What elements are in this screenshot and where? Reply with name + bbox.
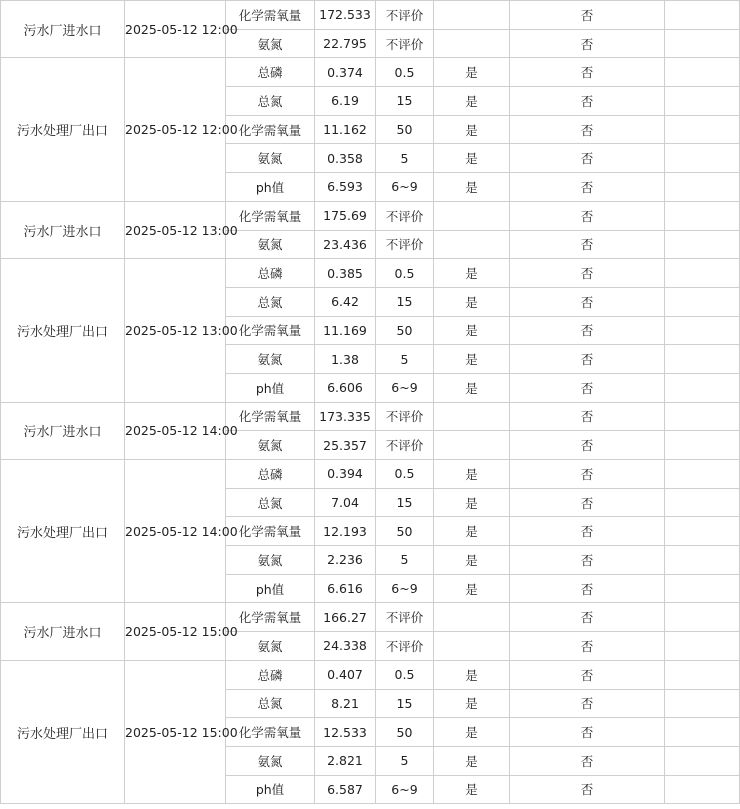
extra-cell (665, 689, 740, 718)
time-cell: 2025-05-12 14:00 (125, 402, 226, 459)
limit-cell: 50 (376, 718, 434, 747)
value-cell: 12.533 (315, 718, 376, 747)
extra-cell (665, 373, 740, 402)
site-cell: 污水厂进水口 (1, 402, 125, 459)
parameter-cell: 氨氮 (226, 431, 315, 460)
exceed-cell: 否 (510, 431, 665, 460)
exceed-cell: 否 (510, 1, 665, 30)
parameter-cell: 氨氮 (226, 230, 315, 259)
limit-cell: 5 (376, 546, 434, 575)
parameter-cell: 氨氮 (226, 746, 315, 775)
parameter-cell: ph值 (226, 574, 315, 603)
limit-cell: 不评价 (376, 632, 434, 661)
exceed-cell: 否 (510, 488, 665, 517)
limit-cell: 5 (376, 144, 434, 173)
parameter-cell: 化学需氧量 (226, 316, 315, 345)
compliant-cell: 是 (434, 259, 510, 288)
extra-cell (665, 173, 740, 202)
table-row (1, 201, 740, 230)
exceed-cell: 否 (510, 775, 665, 804)
limit-cell: 0.5 (376, 460, 434, 489)
limit-cell: 50 (376, 316, 434, 345)
extra-cell (665, 460, 740, 489)
parameter-cell: 化学需氧量 (226, 201, 315, 230)
time-cell: 2025-05-12 15:00 (125, 660, 226, 803)
value-cell: 175.69 (315, 201, 376, 230)
limit-cell: 5 (376, 345, 434, 374)
exceed-cell: 否 (510, 574, 665, 603)
limit-cell: 不评价 (376, 230, 434, 259)
parameter-cell: 总磷 (226, 460, 315, 489)
limit-cell: 5 (376, 746, 434, 775)
limit-cell: 6~9 (376, 373, 434, 402)
site-cell: 污水处理厂出口 (1, 58, 125, 201)
value-cell: 0.407 (315, 660, 376, 689)
compliant-cell: 是 (434, 173, 510, 202)
value-cell: 6.587 (315, 775, 376, 804)
extra-cell (665, 201, 740, 230)
extra-cell (665, 87, 740, 116)
exceed-cell: 否 (510, 58, 665, 87)
exceed-cell: 否 (510, 230, 665, 259)
extra-cell (665, 574, 740, 603)
parameter-cell: 总磷 (226, 259, 315, 288)
extra-cell (665, 345, 740, 374)
parameter-cell: 化学需氧量 (226, 603, 315, 632)
limit-cell: 0.5 (376, 660, 434, 689)
value-cell: 0.385 (315, 259, 376, 288)
value-cell: 8.21 (315, 689, 376, 718)
extra-cell (665, 316, 740, 345)
table-row (1, 460, 740, 489)
value-cell: 6.42 (315, 287, 376, 316)
compliant-cell: 是 (434, 144, 510, 173)
limit-cell: 不评价 (376, 402, 434, 431)
compliant-cell (434, 431, 510, 460)
exceed-cell: 否 (510, 402, 665, 431)
site-cell: 污水厂进水口 (1, 1, 125, 58)
compliant-cell (434, 29, 510, 58)
value-cell: 11.169 (315, 316, 376, 345)
exceed-cell: 否 (510, 259, 665, 288)
value-cell: 6.593 (315, 173, 376, 202)
site-cell: 污水处理厂出口 (1, 660, 125, 803)
compliant-cell: 是 (434, 775, 510, 804)
value-cell: 2.821 (315, 746, 376, 775)
exceed-cell: 否 (510, 345, 665, 374)
table-row (1, 259, 740, 288)
parameter-cell: 氨氮 (226, 345, 315, 374)
exceed-cell: 否 (510, 173, 665, 202)
extra-cell (665, 546, 740, 575)
compliant-cell: 是 (434, 689, 510, 718)
extra-cell (665, 431, 740, 460)
compliant-cell: 是 (434, 488, 510, 517)
parameter-cell: 氨氮 (226, 632, 315, 661)
limit-cell: 不评价 (376, 29, 434, 58)
exceed-cell: 否 (510, 201, 665, 230)
table-row (1, 660, 740, 689)
site-cell: 污水处理厂出口 (1, 460, 125, 603)
compliant-cell: 是 (434, 460, 510, 489)
extra-cell (665, 746, 740, 775)
parameter-cell: 化学需氧量 (226, 115, 315, 144)
exceed-cell: 否 (510, 746, 665, 775)
limit-cell: 不评价 (376, 201, 434, 230)
value-cell: 2.236 (315, 546, 376, 575)
compliant-cell: 是 (434, 574, 510, 603)
parameter-cell: 总氮 (226, 689, 315, 718)
value-cell: 6.19 (315, 87, 376, 116)
compliant-cell: 是 (434, 287, 510, 316)
extra-cell (665, 775, 740, 804)
compliant-cell: 是 (434, 58, 510, 87)
extra-cell (665, 488, 740, 517)
parameter-cell: 总氮 (226, 87, 315, 116)
time-cell: 2025-05-12 13:00 (125, 259, 226, 402)
limit-cell: 不评价 (376, 1, 434, 30)
parameter-cell: 氨氮 (226, 546, 315, 575)
value-cell: 23.436 (315, 230, 376, 259)
value-cell: 11.162 (315, 115, 376, 144)
parameter-cell: ph值 (226, 373, 315, 402)
extra-cell (665, 29, 740, 58)
limit-cell: 15 (376, 488, 434, 517)
limit-cell: 50 (376, 115, 434, 144)
extra-cell (665, 287, 740, 316)
value-cell: 172.533 (315, 1, 376, 30)
compliant-cell (434, 632, 510, 661)
exceed-cell: 否 (510, 316, 665, 345)
parameter-cell: ph值 (226, 775, 315, 804)
value-cell: 166.27 (315, 603, 376, 632)
value-cell: 0.394 (315, 460, 376, 489)
time-cell: 2025-05-12 13:00 (125, 201, 226, 258)
table-row (1, 603, 740, 632)
limit-cell: 15 (376, 287, 434, 316)
extra-cell (665, 144, 740, 173)
extra-cell (665, 230, 740, 259)
limit-cell: 15 (376, 689, 434, 718)
compliant-cell: 是 (434, 115, 510, 144)
exceed-cell: 否 (510, 460, 665, 489)
extra-cell (665, 603, 740, 632)
exceed-cell: 否 (510, 517, 665, 546)
parameter-cell: 氨氮 (226, 144, 315, 173)
compliant-cell: 是 (434, 517, 510, 546)
site-cell: 污水厂进水口 (1, 603, 125, 660)
extra-cell (665, 259, 740, 288)
value-cell: 173.335 (315, 402, 376, 431)
extra-cell (665, 718, 740, 747)
parameter-cell: 化学需氧量 (226, 718, 315, 747)
exceed-cell: 否 (510, 718, 665, 747)
exceed-cell: 否 (510, 87, 665, 116)
compliant-cell: 是 (434, 746, 510, 775)
extra-cell (665, 58, 740, 87)
time-cell: 2025-05-12 12:00 (125, 58, 226, 201)
time-cell: 2025-05-12 14:00 (125, 460, 226, 603)
limit-cell: 6~9 (376, 173, 434, 202)
exceed-cell: 否 (510, 603, 665, 632)
table-body (1, 1, 740, 804)
value-cell: 6.616 (315, 574, 376, 603)
compliant-cell (434, 1, 510, 30)
extra-cell (665, 632, 740, 661)
parameter-cell: 化学需氧量 (226, 402, 315, 431)
compliant-cell: 是 (434, 373, 510, 402)
limit-cell: 6~9 (376, 574, 434, 603)
value-cell: 25.357 (315, 431, 376, 460)
value-cell: 0.374 (315, 58, 376, 87)
compliant-cell: 是 (434, 718, 510, 747)
compliant-cell: 是 (434, 660, 510, 689)
compliant-cell: 是 (434, 316, 510, 345)
exceed-cell: 否 (510, 660, 665, 689)
compliant-cell: 是 (434, 546, 510, 575)
compliant-cell: 是 (434, 87, 510, 116)
exceed-cell: 否 (510, 689, 665, 718)
value-cell: 0.358 (315, 144, 376, 173)
compliant-cell (434, 603, 510, 632)
limit-cell: 不评价 (376, 431, 434, 460)
compliant-cell: 是 (434, 345, 510, 374)
value-cell: 7.04 (315, 488, 376, 517)
parameter-cell: 化学需氧量 (226, 517, 315, 546)
exceed-cell: 否 (510, 144, 665, 173)
table-row (1, 1, 740, 30)
parameter-cell: 总磷 (226, 58, 315, 87)
time-cell: 2025-05-12 15:00 (125, 603, 226, 660)
extra-cell (665, 115, 740, 144)
extra-cell (665, 517, 740, 546)
limit-cell: 0.5 (376, 58, 434, 87)
site-cell: 污水处理厂出口 (1, 259, 125, 402)
extra-cell (665, 1, 740, 30)
exceed-cell: 否 (510, 632, 665, 661)
exceed-cell: 否 (510, 287, 665, 316)
parameter-cell: 总氮 (226, 287, 315, 316)
limit-cell: 不评价 (376, 603, 434, 632)
exceed-cell: 否 (510, 115, 665, 144)
limit-cell: 15 (376, 87, 434, 116)
compliant-cell (434, 402, 510, 431)
exceed-cell: 否 (510, 546, 665, 575)
value-cell: 22.795 (315, 29, 376, 58)
site-cell: 污水厂进水口 (1, 201, 125, 258)
value-cell: 1.38 (315, 345, 376, 374)
limit-cell: 50 (376, 517, 434, 546)
limit-cell: 6~9 (376, 775, 434, 804)
compliant-cell (434, 201, 510, 230)
parameter-cell: 总磷 (226, 660, 315, 689)
table-row (1, 58, 740, 87)
exceed-cell: 否 (510, 29, 665, 58)
value-cell: 12.193 (315, 517, 376, 546)
table-row (1, 402, 740, 431)
extra-cell (665, 402, 740, 431)
parameter-cell: 氨氮 (226, 29, 315, 58)
limit-cell: 0.5 (376, 259, 434, 288)
time-cell: 2025-05-12 12:00 (125, 1, 226, 58)
parameter-cell: ph值 (226, 173, 315, 202)
value-cell: 6.606 (315, 373, 376, 402)
extra-cell (665, 660, 740, 689)
value-cell: 24.338 (315, 632, 376, 661)
parameter-cell: 化学需氧量 (226, 1, 315, 30)
parameter-cell: 总氮 (226, 488, 315, 517)
exceed-cell: 否 (510, 373, 665, 402)
compliant-cell (434, 230, 510, 259)
